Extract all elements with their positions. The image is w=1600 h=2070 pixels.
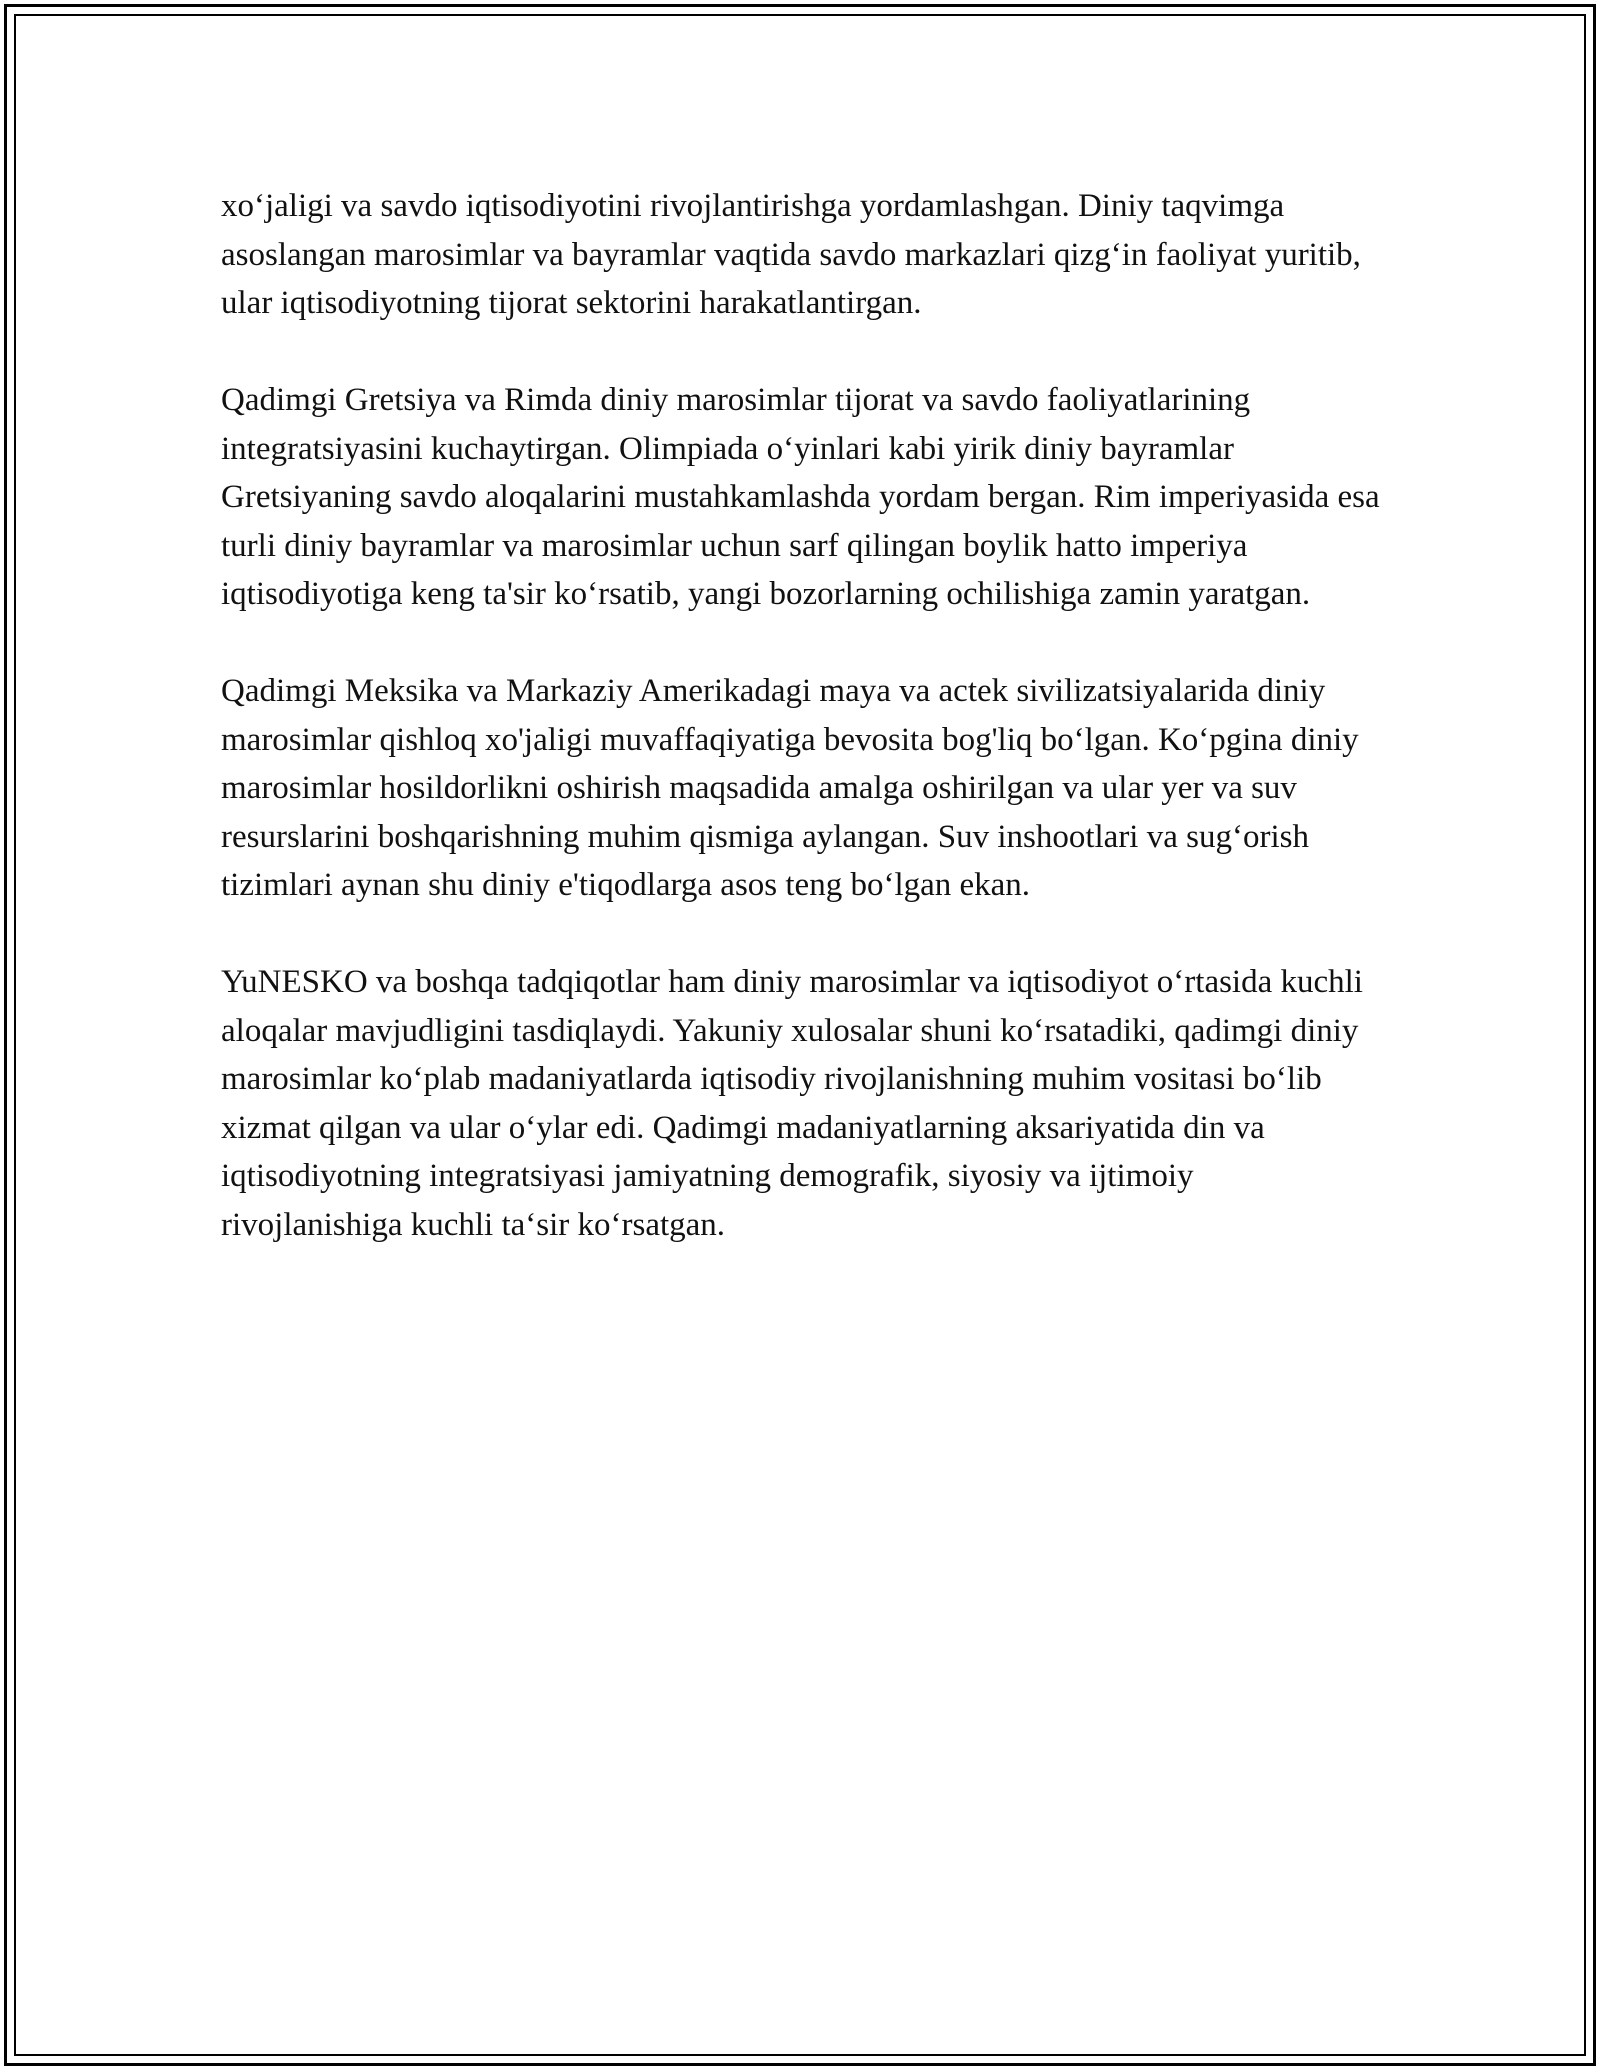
paragraph-3: Qadimgi Meksika va Markaziy Amerikadagi maya va actek sivilizatsiyalarida diniy marosimlar qishloq xo'jaligi muvaffaqiyatiga bevosita bog'liq bo‘lgan. Ko‘pgina diniy marosimlar hosildorlikni oshirish maqsadida amalga oshirilgan va ular yer va suv resurslarini boshqarishning muhim qismiga aylangan. Suv inshootlari va sug‘orish tizimlari aynan shu diniy e'tiqodlarga asos teng bo‘lgan ekan.	[221, 673, 1359, 903]
document-body	[221, 182, 1381, 1298]
paragraph-1: xo‘jaligi va savdo iqtisodiyotini rivojlantirishga yordamlashgan. Diniy taqvimga asoslangan marosimlar va bayramlar vaqtida savdo markazlari qizg‘in faoliyat yuritib, ular iqtisodiyotning tijorat sektorini harakatlantirgan.	[221, 188, 1361, 321]
paragraph-2: Qadimgi Gretsiya va Rimda diniy marosimlar tijorat va savdo faoliyatlarining integratsiyasini kuchaytirgan. Olimpiada o‘yinlari kabi yirik diniy bayramlar Gretsiyaning savdo aloqalarini mustahkamlashda yordam bergan. Rim imperiyasida esa turli diniy bayramlar va marosimlar uchun sarf qilingan boylik hatto imperiya iqtisodiyotiga keng ta'sir ko‘rsatib, yangi bozorlarning ochilishiga zamin yaratgan.	[221, 382, 1380, 612]
paragraph-4: YuNESKO va boshqa tadqiqotlar ham diniy marosimlar va iqtisodiyot o‘rtasida kuchli aloqalar mavjudligini tasdiqlaydi. Yakuniy xulosalar shuni ko‘rsatadiki, qadimgi diniy marosimlar ko‘plab madaniyatlarda iqtisodiy rivojlanishning muhim vositasi bo‘lib xizmat qilgan va ular o‘ylar edi. Qadimgi madaniyatlarning aksariyatida din va iqtisodiyotning integratsiyasi jamiyatning demografik, siyosiy va ijtimoiy rivojlanishiga kuchli ta‘sir ko‘rsatgan.	[221, 964, 1363, 1243]
